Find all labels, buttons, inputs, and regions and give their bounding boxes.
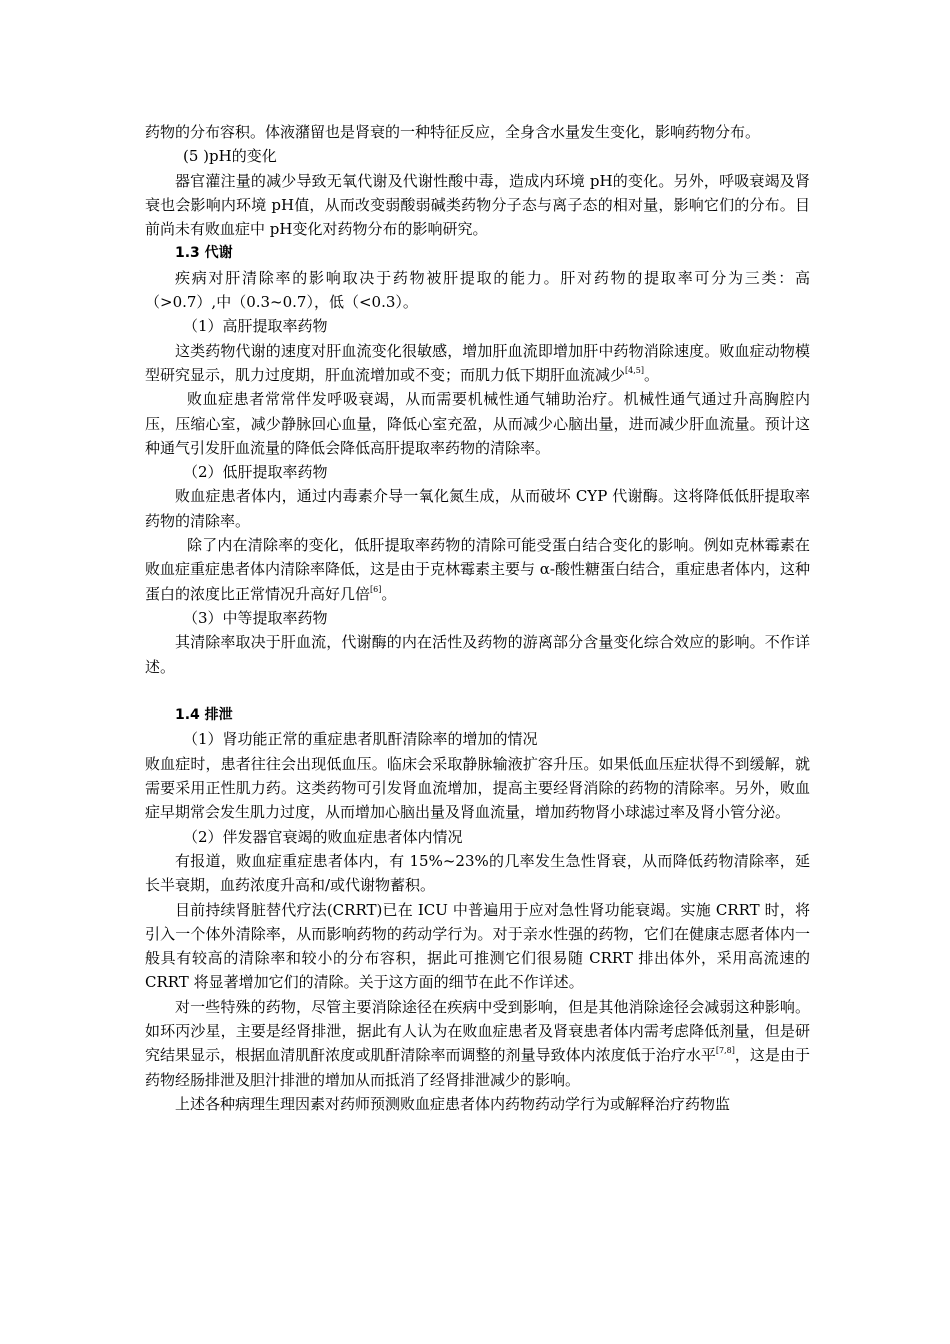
section-heading-metabolism: 1.3 代谢: [175, 245, 233, 262]
paragraph: 药物的分布容积。体液潴留也是肾衰的一种特征反应，全身含水量发生变化，影响药物分布。: [145, 123, 761, 141]
paragraph: 疾病对肝清除率的影响取决于药物被肝提取的能力。肝对药物的提取率可分为三类：高（>0.7）,中（0.3~0.7），低（<0.3）。: [145, 268, 810, 312]
paragraph: 上述各种病理生理因素对药师预测败血症患者体内药物药动学行为或解释治疗药物监: [175, 1094, 731, 1113]
subheading-medium-extraction: （3）中等提取率药物: [183, 608, 328, 627]
paragraph: 对一些特殊的药物，尽管主要消除途径在疾病中受到影响，但是其他消除途径会减弱这种影响。如环丙沙星，主要是经肾排泄，据此有人认为在败血症患者及肾衰患者体内需考虑降低剂量，但是研究结果显示，根据血清肌酐浓度或肌酐清除率而调整的剂量导致体内浓度低于治疗水平[7,8]，这是由于药物经肠排泄及胆汁排泄的增加从而抵消了经肾排泄减少的影响。: [145, 997, 810, 1089]
spacer: [145, 679, 810, 703]
paragraph: 器官灌注量的减少导致无氧代谢及代谢性酸中毒，造成内环境 pH的变化。另外，呼吸衰竭及肾衰也会影响内环境 pH值，从而改变弱酸弱碱类药物分子态与离子态的相对量，影响它们的分布。目前尚未有败血症中 pH变化对药物分布的影响研究。: [145, 171, 810, 239]
subheading-normal-renal: （1）肾功能正常的重症患者肌酐清除率的增加的情况: [183, 730, 538, 749]
paragraph: 这类药物代谢的速度对肝血流变化很敏感，增加肝血流即增加肝中药物消除速度。败血症动物模型研究显示，肌力过度期，肝血流增加或不变；而肌力低下期肝血流减少[4,5]。: [145, 341, 810, 384]
subheading-low-extraction: （2）低肝提取率药物: [183, 463, 328, 482]
citation: [6]: [370, 584, 382, 594]
paragraph: 有报道，败血症重症患者体内，有 15%~23%的几率发生急性肾衰，从而降低药物清除率，延长半衰期，血药浓度升高和/或代谢物蓄积。: [145, 851, 810, 895]
subheading-organ-failure: （2）伴发器官衰竭的败血症患者体内情况: [183, 827, 463, 846]
paragraph: 除了内在清除率的变化，低肝提取率药物的清除可能受蛋白结合变化的影响。例如克林霉素在败血症重症患者体内清除率降低，这是由于克林霉素主要与 α-酸性糖蛋白结合，重症患者体内，这种蛋白的浓度比正常情况升高好几倍[6]。: [145, 536, 810, 603]
section-heading-excretion: 1.4 排泄: [175, 707, 233, 724]
paragraph: 败血症时，患者往往会出现低血压。临床会采取静脉输液扩容升压。如果低血压症状得不到缓解，就需要采用正性肌力药。这类药物可引发肾血流增加，提高主要经肾消除的药物的清除率。另外，败血症早期常会发生肌力过度，从而增加心脑出量及肾血流量，增加药物肾小球滤过率及肾小管分泌。: [145, 754, 810, 822]
paragraph: 败血症患者常常伴发呼吸衰竭，从而需要机械性通气辅助治疗。机械性通气通过升高胸腔内压，压缩心室，减少静脉回心血量，降低心室充盈，从而减少心脑出量，进而减少肝血流量。预计这种通气引发肝血流量的降低会降低高肝提取率药物的清除率。: [145, 390, 810, 457]
citation: [7,8]: [715, 1046, 735, 1056]
paragraph: 其清除率取决于肝血流，代谢酶的内在活性及药物的游离部分含量变化综合效应的影响。不作详述。: [145, 633, 810, 676]
paragraph: 败血症患者体内，通过内毒素介导一氧化氮生成，从而破坏 CYP 代谢酶。这将降低低肝提取率药物的清除率。: [145, 487, 810, 530]
subheading-ph-change: (5 )pH的变化: [183, 147, 277, 166]
subheading-high-extraction: （1）高肝提取率药物: [183, 317, 328, 336]
citation: [4,5]: [625, 365, 644, 375]
document-page: [145, 120, 810, 1116]
paragraph: 目前持续肾脏替代疗法(CRRT)已在 ICU 中普遍用于应对急性肾功能衰竭。实施 CRRT 时，将引入一个体外清除率，从而影响药物的药动学行为。对于亲水性强的药物，它们在健康志愿者体内一般具有较高的清除率和较小的分布容积，据此可推测它们很易随 CRRT 排出体外，采用高流速的 CRRT 将显著增加它们的清除。关于这方面的细节在此不作详述。: [145, 900, 810, 992]
